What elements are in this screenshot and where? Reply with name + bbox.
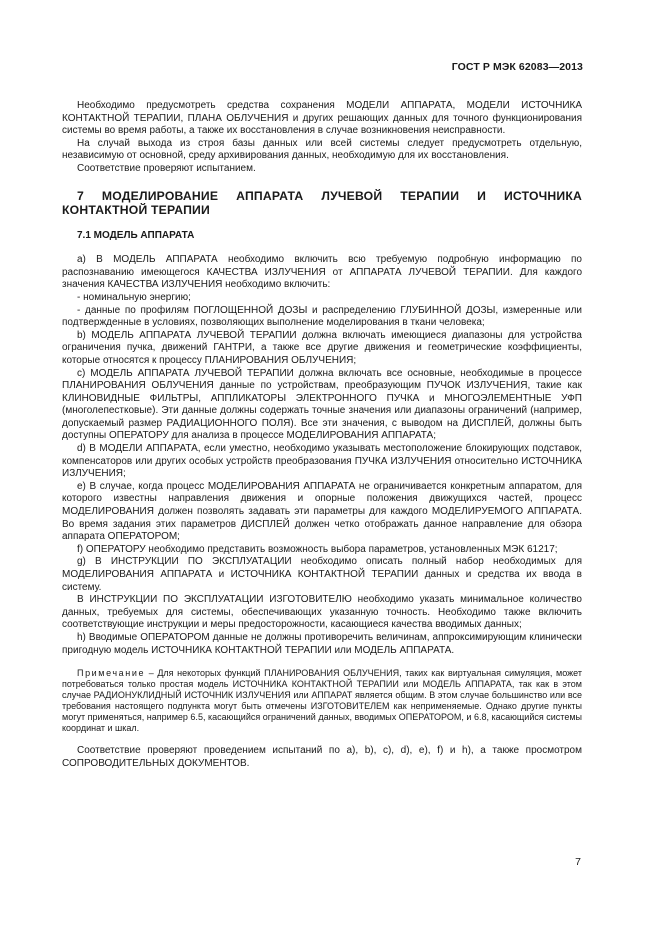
compliance-paragraph: Соответствие проверяют проведением испытаний по a), b), c), d), e), f) и h), а также просмотром СОПРОВОДИТЕЛЬНЫХ ДОКУМЕНТОВ.	[62, 745, 582, 769]
list-item: - данные по профилям ПОГЛОЩЕННОЙ ДОЗЫ и распределению ГЛУБИННОЙ ДОЗЫ, измеренные или подтвержденные в условиях, позволяющих выполнение моделирования в ткани человека;	[62, 304, 582, 329]
page-number: 7	[575, 856, 581, 868]
body-paragraph-instructions: В ИНСТРУКЦИИ ПО ЭКСПЛУАТАЦИИ ИЗГОТОВИТЕЛЮ необходимо указать минимальное количество данных, требуемых для системы, обеспечивающих указанную точность. Необходимо также включить соответствующие инструкции и меры предосторожности, касающиеся качества вводимых данных;	[62, 594, 582, 631]
body-paragraph-b: b) МОДЕЛЬ АППАРАТА ЛУЧЕВОЙ ТЕРАПИИ должна включать имеющиеся диапазоны для устройства ограничения пучка, движений ГАНТРИ, а также все другие движения и геометрические коэффициенты, которые относятся к процессу ПЛАНИРОВАНИЯ ОБЛУЧЕНИЯ;	[62, 329, 582, 366]
note-block	[62, 668, 582, 734]
body-paragraph-e: e) В случае, когда процесс МОДЕЛИРОВАНИЯ АППАРАТА не ограничивается конкретным аппаратом, для которого известны направления движения и опорные положения движущихся частей, процесс МОДЕЛИРОВАНИЯ должен позволять задавать эти параметры для каждого МОДЕЛИРУЕМОГО АППАРАТА. Во время задания этих параметров ДИСПЛЕЙ должен четко отображать данное направление для обзора аппарата ОПЕРАТОРОМ;	[62, 480, 582, 543]
note-label: Примечание	[77, 668, 146, 679]
standard-header: ГОСТ Р МЭК 62083—2013	[451, 61, 583, 73]
body-paragraph-g: g) В ИНСТРУКЦИИ ПО ЭКСПЛУАТАЦИИ необходимо описать полный набор необходимых для МОДЕЛИРОВАНИЯ АППАРАТА и ИСТОЧНИКА КОНТАКТНОЙ ТЕРАПИИ данных и средства их ввода в систему.	[62, 556, 582, 593]
intro-paragraph: Соответствие проверяют испытанием.	[77, 162, 256, 174]
list-item: - номинальную энергию;	[77, 291, 191, 303]
body-paragraph-a: a) В МОДЕЛЬ АППАРАТА необходимо включить всю требуемую подробную информацию по распознаванию имеющегося КАЧЕСТВА ИЗЛУЧЕНИЯ от АППАРАТА ЛУЧЕВОЙ ТЕРАПИИ. Для каждого значения КАЧЕСТВА ИЗЛУЧЕНИЯ необходимо включить:	[62, 254, 582, 291]
page-content	[62, 100, 582, 770]
subsection-title: 7.1 МОДЕЛЬ АППАРАТА	[77, 229, 195, 241]
section-title: 7 МОДЕЛИРОВАНИЕ АППАРАТА ЛУЧЕВОЙ ТЕРАПИИ И ИСТОЧНИКА КОНТАКТНОЙ ТЕРАПИИ	[62, 188, 582, 218]
intro-paragraph: Необходимо предусмотреть средства сохранения МОДЕЛИ АППАРАТА, МОДЕЛИ ИСТОЧНИКА КОНТАКТНОЙ ТЕРАПИИ, ПЛАНА ОБЛУЧЕНИЯ и других решающих данных для точного функционирования системы во время работы, а также их восстановления в случае возникновения неисправности.	[62, 100, 582, 137]
body-paragraph-h: h) Вводимые ОПЕРАТОРОМ данные не должны противоречить величинам, аппроксимирующим клинически пригодную модель ИСТОЧНИКА КОНТАКТНОЙ ТЕРАПИИ или МОДЕЛЬ АППАРАТА.	[62, 631, 582, 656]
note-text: – Для некоторых функций ПЛАНИРОВАНИЯ ОБЛУЧЕНИЯ, таких как виртуальная симуляция, может потребоваться только простая модель ИСТОЧНИКА КОНТАКТНОЙ ТЕРАПИИ или МОДЕЛЬ АППАРАТА, так как в этом случае РАДИОНУКЛИДНЫЙ ИСТОЧНИК ИЗЛУЧЕНИЯ или АППАРАТ является общим. В этом случае большинство или все требования настоящего подпункта могут быть отмечены ИЗГОТОВИТЕЛЕМ как неприменяемые. Однако другие пункты могут применяться, например 6.5, касающийся ограничений данных, вводимых ОПЕРАТОРОМ, и 6.8, касающийся системы координат и шкал.	[62, 668, 582, 734]
body-paragraph-d: d) В МОДЕЛИ АППАРАТА, если уместно, необходимо указывать местоположение блокирующих подставок, компенсаторов или других особых устройств преобразования ПУЧКА ИЗЛУЧЕНИЯ относительно ИСТОЧНИКА ИЗЛУЧЕНИЯ;	[62, 443, 582, 480]
body-paragraph-c: c) МОДЕЛЬ АППАРАТА ЛУЧЕВОЙ ТЕРАПИИ должна включать все основные, необходимые в процессе ПЛАНИРОВАНИЯ ОБЛУЧЕНИЯ данные по устройствам, преобразующим ПУЧОК ИЗЛУЧЕНИЯ, такие как КЛИНОВИДНЫЕ ФИЛЬТРЫ, АППЛИКАТОРЫ ЭЛЕКТРОННОГО ПУЧКА и МНОГОЭЛЕМЕНТНЫЕ УФП (многолепестковые). Эти данные должны содержать точные значения или диапазоны ограничений (например, допускаемый размер РАДИАЦИОННОГО ПОЛЯ). Все эти значения, с выводом на ДИСПЛЕЙ, должны быть доступны ОПЕРАТОРУ для анализа в процессе МОДЕЛИРОВАНИЯ АППАРАТА;	[62, 367, 582, 442]
intro-paragraph: На случай выхода из строя базы данных или всей системы следует предусмотреть отдельную, независимую от основной, среду архивирования данных, необходимую для их восстановления.	[62, 137, 582, 162]
body-paragraph-f: f) ОПЕРАТОРУ необходимо представить возможность выбора параметров, установленных МЭК 61217;	[77, 543, 558, 555]
